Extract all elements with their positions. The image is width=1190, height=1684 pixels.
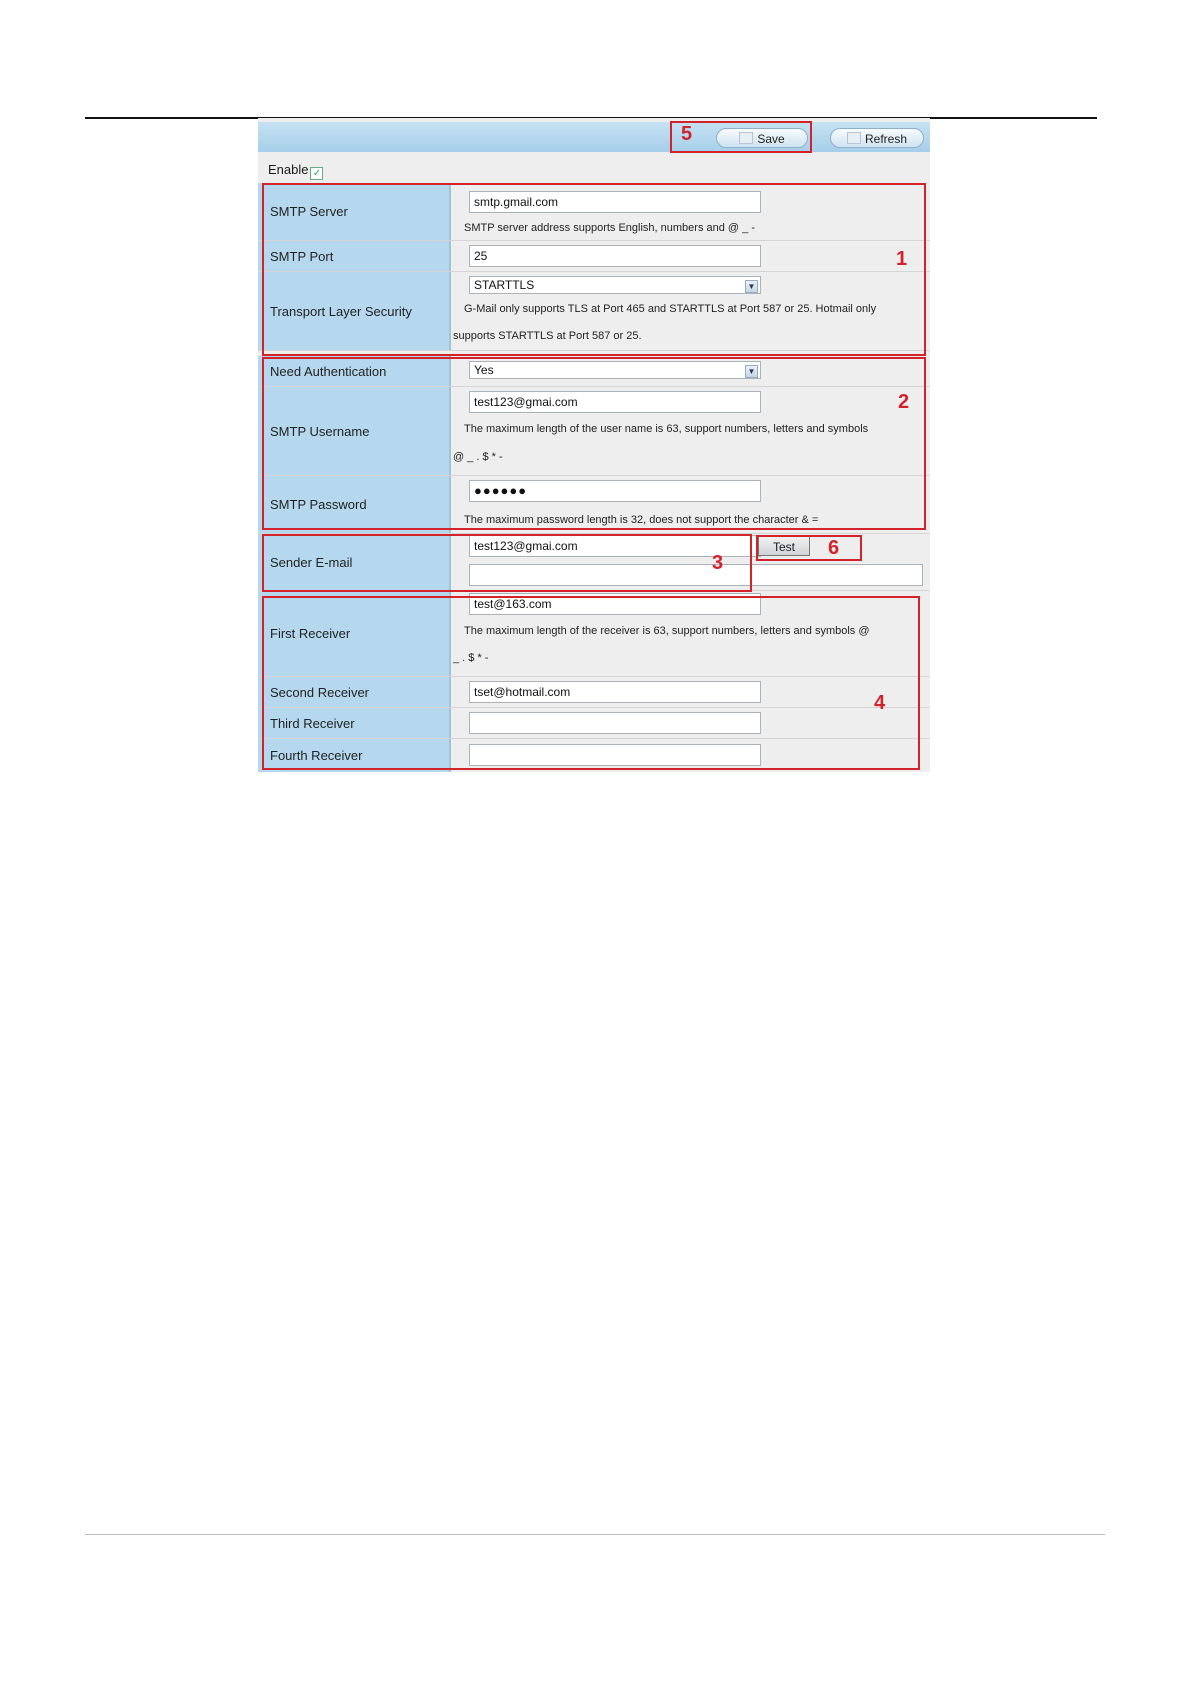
smtp-username-input[interactable]: test123@gmai.com xyxy=(469,391,761,413)
refresh-icon xyxy=(847,132,861,144)
sender-input[interactable]: test123@gmai.com xyxy=(469,535,761,557)
need-auth-label: Need Authentication xyxy=(258,356,451,386)
test-button[interactable]: Test xyxy=(758,536,810,556)
callout-number-2: 2 xyxy=(898,391,910,413)
callout-box-4 xyxy=(262,596,920,770)
smtp-username-hint-line2: @ _ . $ * - xyxy=(453,451,503,463)
chevron-down-icon: ▼ xyxy=(745,365,758,378)
tls-label: Transport Layer Security xyxy=(258,272,451,350)
second-receiver-input[interactable]: tset@hotmail.com xyxy=(469,681,761,703)
toolbar xyxy=(258,122,930,152)
enable-label: Enable xyxy=(268,162,309,177)
first-receiver-input[interactable]: test@163.com xyxy=(469,593,761,615)
callout-number-5: 5 xyxy=(681,123,693,145)
second-receiver-label: Second Receiver xyxy=(258,677,451,707)
callout-box-6 xyxy=(756,535,862,561)
callout-box-2 xyxy=(262,357,926,530)
smtp-server-hint: SMTP server address supports English, numbers and @ _ - xyxy=(464,222,755,234)
smtp-password-input[interactable]: ●●●●●● xyxy=(469,480,761,502)
smtp-username-label: SMTP Username xyxy=(258,387,451,475)
first-receiver-hint-line1: The maximum length of the receiver is 63, support numbers, letters and symbols @ xyxy=(464,625,870,637)
tls-hint-line2: supports STARTTLS at Port 587 or 25. xyxy=(453,330,642,342)
bottom-rule xyxy=(85,1534,1105,1535)
smtp-password-hint: The maximum password length is 32, does not support the character & = xyxy=(464,514,819,526)
first-receiver-label: First Receiver xyxy=(258,591,451,676)
chevron-down-icon: ▼ xyxy=(745,280,758,293)
callout-number-1: 1 xyxy=(896,248,908,270)
sender-label: Sender E-mail xyxy=(258,534,451,590)
smtp-server-label: SMTP Server xyxy=(258,183,451,240)
tls-hint-line1: G-Mail only supports TLS at Port 465 and STARTTLS at Port 587 or 25. Hotmail only xyxy=(464,303,877,315)
save-button[interactable]: Save xyxy=(716,128,808,148)
fourth-receiver-label: Fourth Receiver xyxy=(258,739,451,772)
third-receiver-label: Third Receiver xyxy=(258,708,451,738)
enable-row xyxy=(268,162,323,180)
callout-number-3: 3 xyxy=(712,552,724,574)
smtp-password-label: SMTP Password xyxy=(258,476,451,533)
callout-box-1 xyxy=(262,183,926,356)
smtp-port-label: SMTP Port xyxy=(258,241,451,271)
callout-number-4: 4 xyxy=(874,692,886,714)
first-receiver-hint-line2: _ . $ * - xyxy=(453,652,489,664)
enable-checkbox[interactable]: ✓ xyxy=(310,167,323,180)
callout-box-3 xyxy=(262,534,752,592)
callout-number-6: 6 xyxy=(828,537,840,559)
smtp-server-input[interactable]: smtp.gmail.com xyxy=(469,191,761,213)
smtp-port-input[interactable]: 25 xyxy=(469,245,761,267)
tls-select-value: STARTTLS xyxy=(474,278,535,292)
smtp-username-hint-line1: The maximum length of the user name is 63, support numbers, letters and symbols xyxy=(464,423,869,435)
need-auth-select-value: Yes xyxy=(474,363,494,377)
refresh-button[interactable]: Refresh xyxy=(830,128,924,148)
